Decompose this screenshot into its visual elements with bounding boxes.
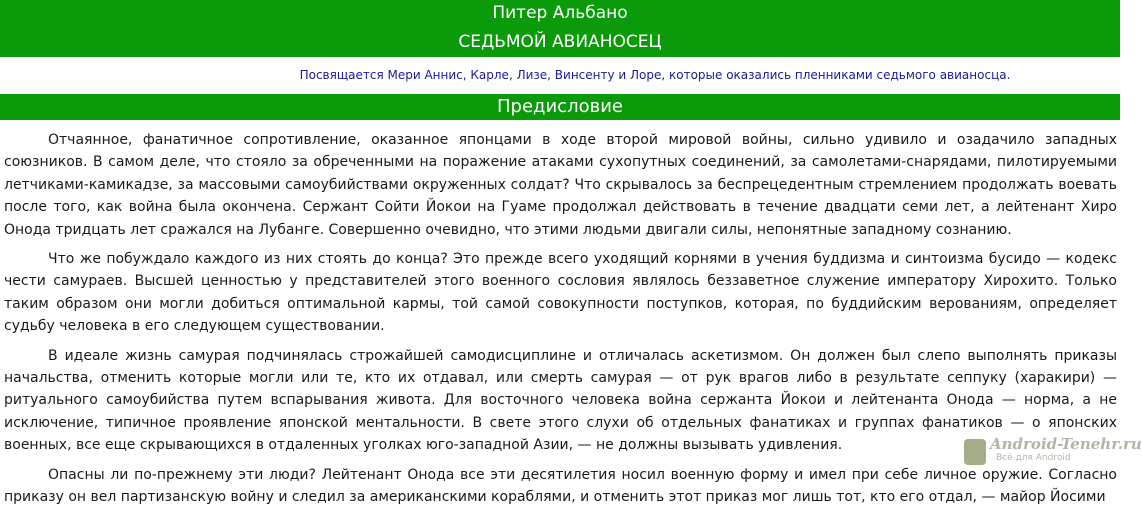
book-author: Питер Альбано: [492, 3, 628, 23]
paragraph: Опасны ли по-прежнему эти люди? Лейтенант Онода все эти десятилетия носил военную форму и имел при себе личное оружие. Согласно приказу он вел партизанскую войну и следил за американскими кораблями, и отменить этот приказ мог лишь тот, кто его отдал, — майор Йосими: [4, 466, 1117, 506]
paragraph: Отчаянное, фанатичное сопротивление, оказанное японцами в ходе второй мировой войны, сильно удивило и озадачило западных союзников. В самом деле, что стояло за обреченными на поражение атаками сухопутных соединений, за самолетами-снарядами, пилотируемыми летчиками-камикадзе, за массовыми самоубийствами окруженных солдат? Что скрывалось за беспрецедентным стремлением продолжать воевать после того, как война была окончена. Сержант Сойти Йокои на Гуаме продолжал действовать в течение двадцати семи лет, а лейтенант Хиро Онода тридцать лет сражался на Лубанге. Совершенно очевидно, что этими людьми двигали силы, непонятные западному сознанию.: [4, 132, 1117, 238]
section-heading: Предисловие: [0, 94, 1120, 120]
reading-content[interactable]: [0, 129, 1120, 516]
watermark-subtitle: Всё для Android: [996, 453, 1071, 463]
title-banner: [0, 0, 1120, 57]
book-title: СЕДЬМОЙ АВИАНОСЕЦ: [458, 32, 662, 52]
paragraph: В идеале жизнь самурая подчинялась строжайшей самодисциплине и отличалась аскетизмом. Он должен был слепо выполнять приказы начальства, отменить которые могли или те, кто их отдавал, или смерть самурая — от рук врагов либо в результате сеппуку (харакири) — ритуального самоубийства путем вспарывания живота. Для восточного человека война сержанта Йокои и лейтенанта Онода — норма, а не исключение, типичное проявление японской ментальности. В свете этого слухи об отдельных фанатиках и группах фанатиков — о японских военных, все еще скрывающихся в отдаленных уголках юго-западной Азии, — не должны вызывать удивления.: [4, 347, 1117, 454]
watermark-brand: Android-Tenehr.ru: [990, 435, 1142, 453]
dedication-text: Посвящается Мери Аннис, Карле, Лизе, Винсенту и Лоре, которые оказались пленниками седьмого авианосца.: [299, 68, 1011, 82]
paragraph: Что же побуждало каждого из них стоять до конца? Это прежде всего уходящий корнями в учения буддизма и синтоизма бусидо — кодекс чести самураев. Высшей ценностью у представителей этого военного сословия являлось беззаветное служение императору Хирохито. Только таким образом они могли добиться оптимальной кармы, той самой совокупности поступков, которая, по буддийским верованиям, определяет судьбу человека в его следующем существовании.: [4, 251, 1117, 335]
